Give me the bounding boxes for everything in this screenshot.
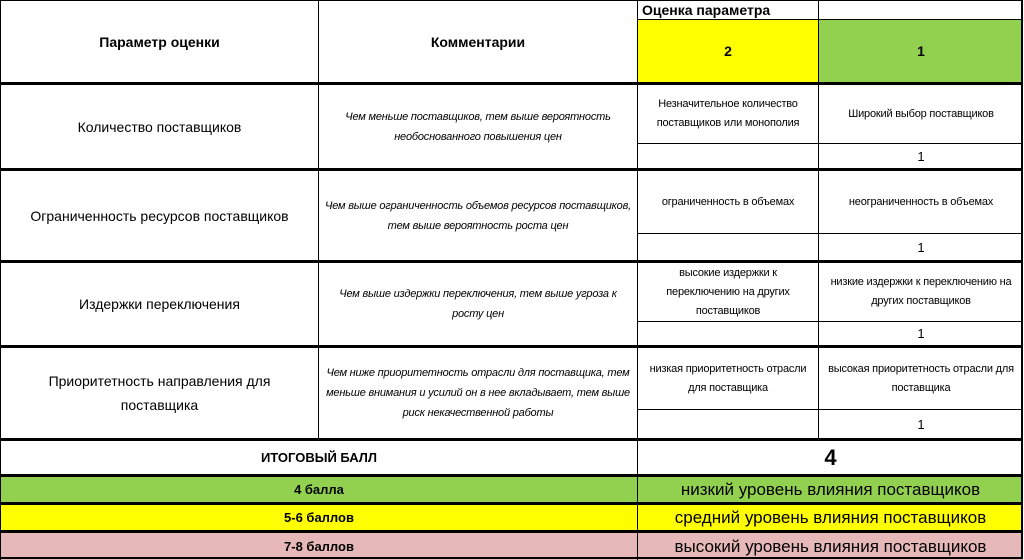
param-cell: Издержки переключения [0,260,318,345]
score-1-cell: 1 [818,409,1023,438]
header-score-1: 1 [818,19,1023,82]
score-2-cell [637,409,818,438]
param-cell: Ограниченность ресурсов поставщиков [0,168,318,260]
comment-cell: Чем выше ограниченность объемов ресурсов поставщиков, тем выше вероятность роста цен [318,168,637,260]
legend-text-mid: средний уровень влияния поставщиков [637,502,1023,530]
legend-text-high: высокий уровень влияния поставщиков [637,530,1023,560]
header-param: Параметр оценки [0,0,318,82]
legend-text-low: низкий уровень влияния поставщиков [637,474,1023,502]
param-cell: Количество поставщиков [0,82,318,168]
option-2-cell: ограниченность в объемах [637,168,818,233]
score-1-cell: 1 [818,143,1023,168]
option-1-cell: Широкий выбор поставщиков [818,82,1023,143]
header-comment: Комментарии [318,0,637,82]
legend-range-high: 7-8 баллов [0,530,637,560]
legend-range-low: 4 балла [0,474,637,502]
option-1-cell: низкие издержки к переключению на других поставщиков [818,260,1023,321]
total-value: 4 [637,438,1023,474]
score-1-cell: 1 [818,233,1023,260]
option-2-cell: низкая приоритетность отрасли для поставщика [637,345,818,409]
comment-cell: Чем меньше поставщиков, тем выше вероятность необоснованного повышения цен [318,82,637,168]
option-2-cell: Незначительное количество поставщиков или монополия [637,82,818,143]
option-2-cell: высокие издержки к переключению на других поставщиков [637,260,818,321]
comment-cell: Чем выше издержки переключения, тем выше угроза к росту цен [318,260,637,345]
comment-cell: Чем ниже приоритетность отрасли для поставщика, тем меньше внимания и усилий он в нее вкладывает, тем выше риск некачественной работы [318,345,637,438]
score-1-cell: 1 [818,321,1023,345]
legend-range-mid: 5-6 баллов [0,502,637,530]
header-score-2: 2 [637,19,818,82]
header-rating: Оценка параметра [637,0,818,19]
total-label: ИТОГОВЫЙ БАЛЛ [0,438,637,474]
header-empty [818,0,1023,19]
option-1-cell: высокая приоритетность отрасли для поставщика [818,345,1023,409]
score-2-cell [637,143,818,168]
score-2-cell [637,233,818,260]
option-1-cell: неограниченность в объемах [818,168,1023,233]
param-cell: Приоритетность направления для поставщика [0,345,318,438]
score-2-cell [637,321,818,345]
